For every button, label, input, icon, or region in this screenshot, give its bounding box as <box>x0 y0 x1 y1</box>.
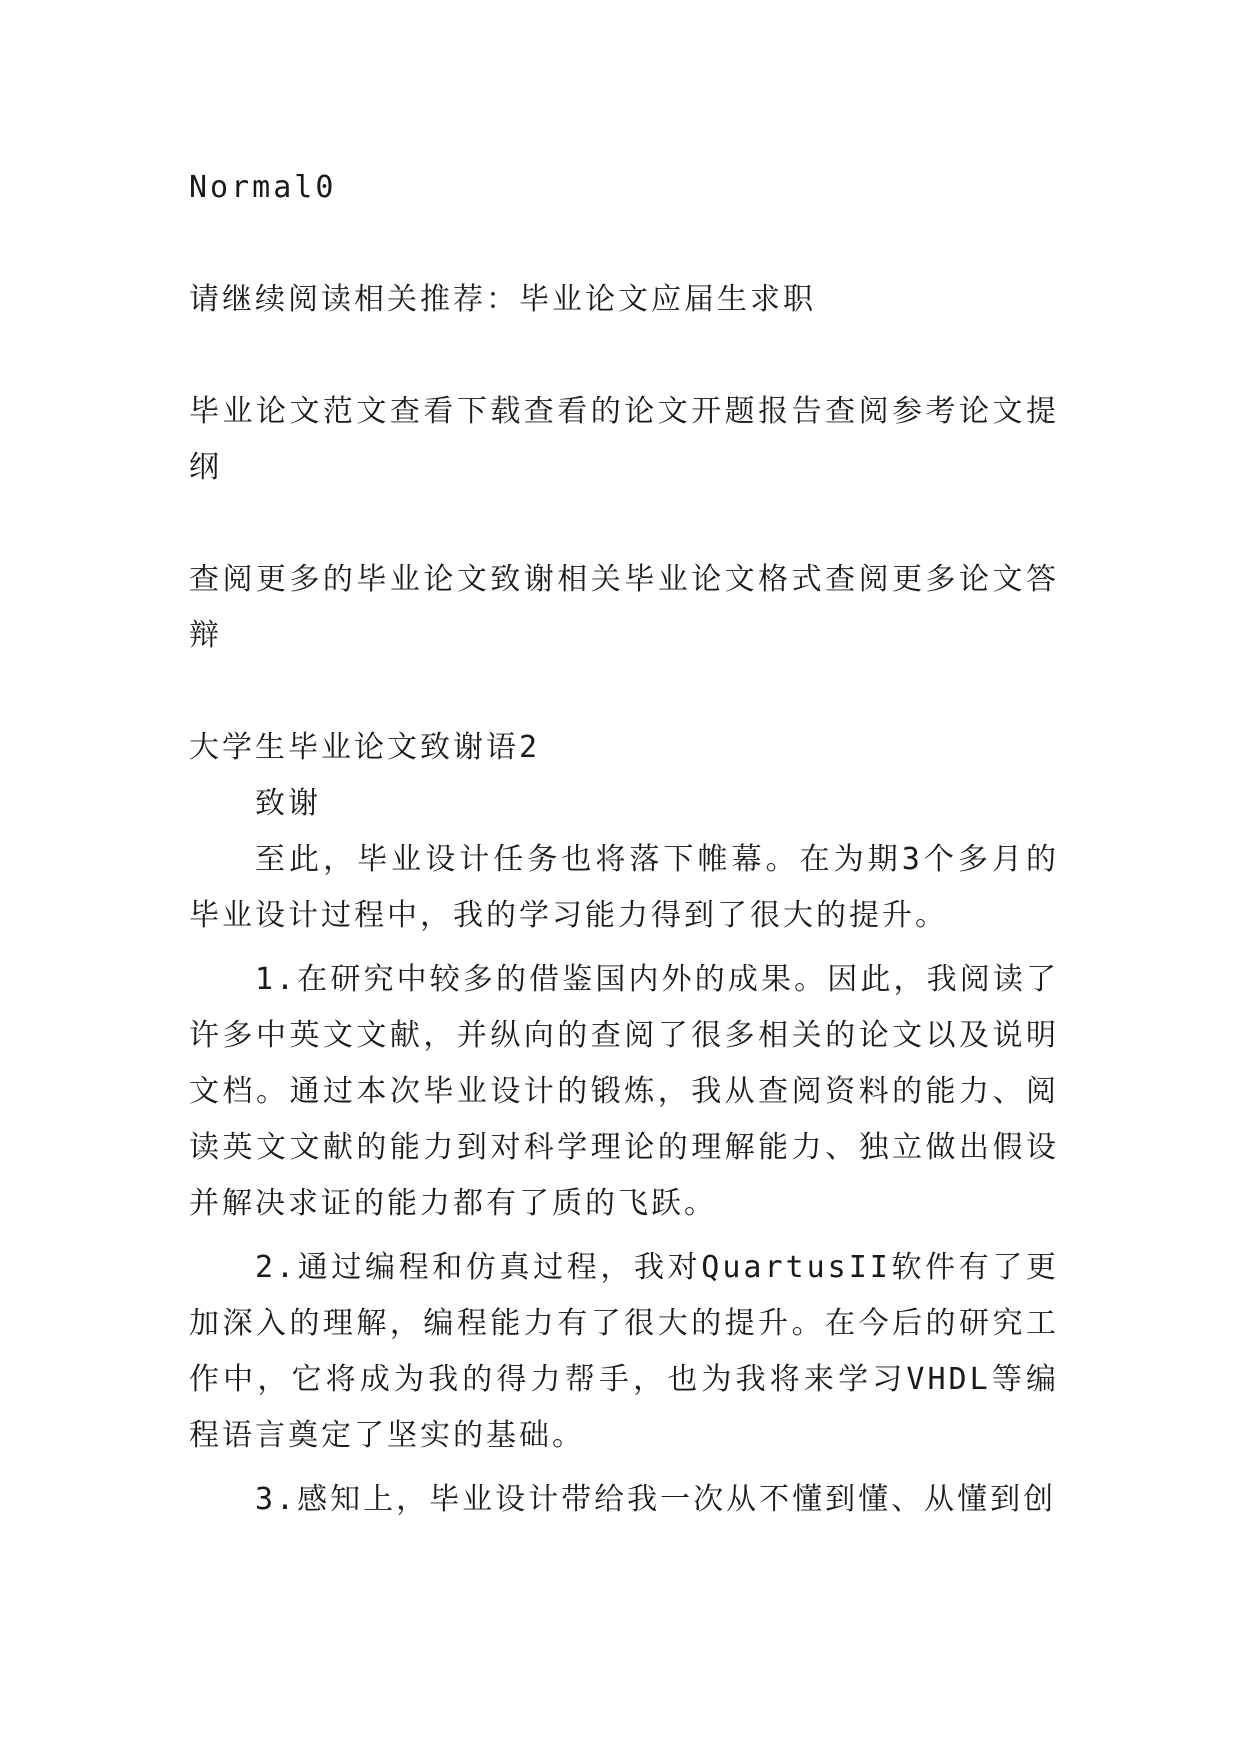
document-body <box>189 160 1059 1528</box>
section-title: 大学生毕业论文致谢语2 <box>189 730 541 765</box>
paragraph-intro: 至此，毕业设计任务也将落下帷幕。在为期3个多月的毕业设计过程中，我的学习能力得到了很大的提升。 <box>189 842 1059 933</box>
paragraph-point-1: 1.在研究中较多的借鉴国内外的成果。因此，我阅读了许多中英文文献，并纵向的查阅了很多相关的论文以及说明文档。通过本次毕业设计的锻炼，我从查阅资料的能力、阅读英文文献的能力到对科学理论的理解能力、独立做出假设并解决求证的能力都有了质的飞跃。 <box>189 962 1059 1221</box>
paragraph-point-3: 3.感知上，毕业设计带给我一次从不懂到懂、从懂到创 <box>255 1482 1057 1517</box>
paragraph-point-2: 2.通过编程和仿真过程，我对QuartusII软件有了更加深入的理解，编程能力有了很大的提升。在今后的研究工作中，它将成为我的得力帮手，也为我将来学习VHDL等编程语言奠定了坚实的基础。 <box>189 1250 1059 1453</box>
style-label: Normal0 <box>189 170 337 205</box>
related-links-2: 查阅更多的毕业论文致谢相关毕业论文格式查阅更多论文答辩 <box>189 562 1059 653</box>
acknowledgement-heading: 致谢 <box>255 786 321 821</box>
recommend-line: 请继续阅读相关推荐：毕业论文应届生求职 <box>189 282 816 317</box>
related-links-1: 毕业论文范文查看下载查看的论文开题报告查阅参考论文提纲 <box>189 394 1059 485</box>
